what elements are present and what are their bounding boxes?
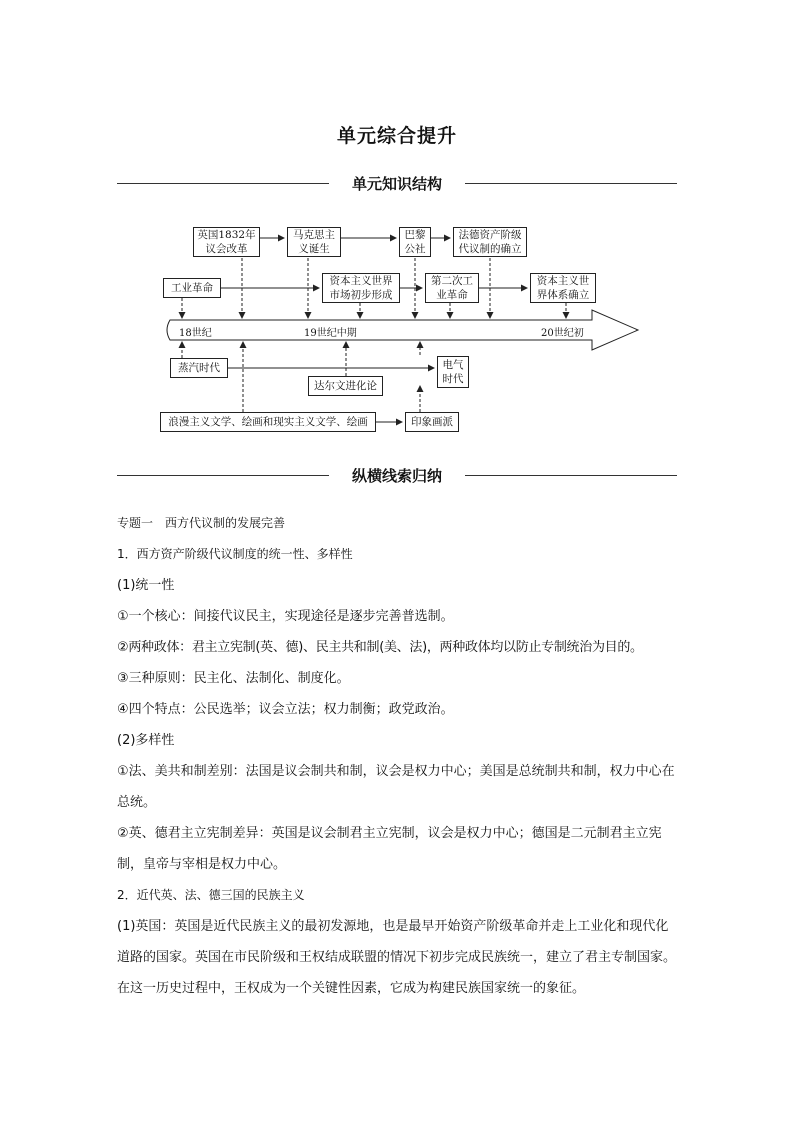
section-title: 纵横线索归纳 <box>351 467 442 485</box>
box-marxism: 马克思主义诞生 <box>287 227 341 257</box>
paragraph: ②英、德君主立宪制差异：英国是议会制君主立宪制，议会是权力中心；德国是二元制君主立宪制，皇帝与宰相是权力中心。 <box>117 826 662 872</box>
box-impressionism: 印象画派 <box>405 412 459 432</box>
timeline-label: 18世纪 <box>179 328 212 339</box>
subheading: 1．西方资产阶级代议制度的统一性、多样性 <box>117 547 353 561</box>
paragraph: ①法、美共和制差别：法国是议会制共和制，议会是权力中心；美国是总统制共和制，权力中心在总统。 <box>117 764 675 810</box>
section-title: 单元知识结构 <box>351 175 442 193</box>
box-world-system: 资本主义世界体系确立 <box>530 273 596 303</box>
timeline-label: 20世纪初 <box>541 328 584 339</box>
paragraph: ③三种原则：民主化、法制化、制度化。 <box>117 671 350 686</box>
divider <box>465 183 677 184</box>
box-romanticism-realism: 浪漫主义文学、绘画和现实主义文学、绘画 <box>160 412 376 432</box>
box-second-industrial-revolution: 第二次工业革命 <box>425 273 479 303</box>
knowledge-structure-diagram <box>160 215 640 440</box>
paragraph: ④四个特点：公民选举；议会立法；权力制衡；政党政治。 <box>117 702 454 717</box>
box-uk-reform-1832: 英国1832年议会改革 <box>193 227 260 257</box>
box-industrial-revolution: 工业革命 <box>163 278 221 298</box>
paragraph: (1)统一性 <box>117 578 175 593</box>
divider <box>465 475 677 476</box>
box-darwin-evolution: 达尔文进化论 <box>308 376 383 396</box>
subheading: 2．近代英、法、德三国的民族主义 <box>117 888 305 902</box>
section-header-summary <box>117 464 677 488</box>
summary-content <box>117 508 680 1004</box>
page-title: 单元综合提升 <box>336 125 457 147</box>
topic-heading: 专题一 西方代议制的发展完善 <box>117 516 286 530</box>
paragraph: (2)多样性 <box>117 733 175 748</box>
section-header-structure <box>117 172 677 196</box>
box-steam-age: 蒸汽时代 <box>170 358 228 378</box>
paragraph: (1)英国：英国是近代民族主义的最初发源地，也是最早开始资产阶级革命并走上工业化和现代化道路的国家。英国在市民阶级和王权结成联盟的情况下初步完成民族统一，建立了君主专制国家。在这一历史过程中，王权成为一个关键性因素，它成为构建民族国家统一的象征。 <box>117 919 677 996</box>
box-french-german-representative: 法德资产阶级代议制的确立 <box>453 227 527 257</box>
paragraph: ①一个核心：间接代议民主，实现途径是逐步完善普选制。 <box>117 609 454 624</box>
box-electric-age: 电气时代 <box>437 356 469 388</box>
box-world-market: 资本主义世界市场初步形成 <box>322 273 400 303</box>
box-paris-commune: 巴黎公社 <box>399 227 431 257</box>
paragraph: ②两种政体：君主立宪制(英、德)、民主共和制(美、法)，两种政体均以防止专制统治为目的。 <box>117 640 643 655</box>
timeline-label: 19世纪中期 <box>304 328 357 339</box>
